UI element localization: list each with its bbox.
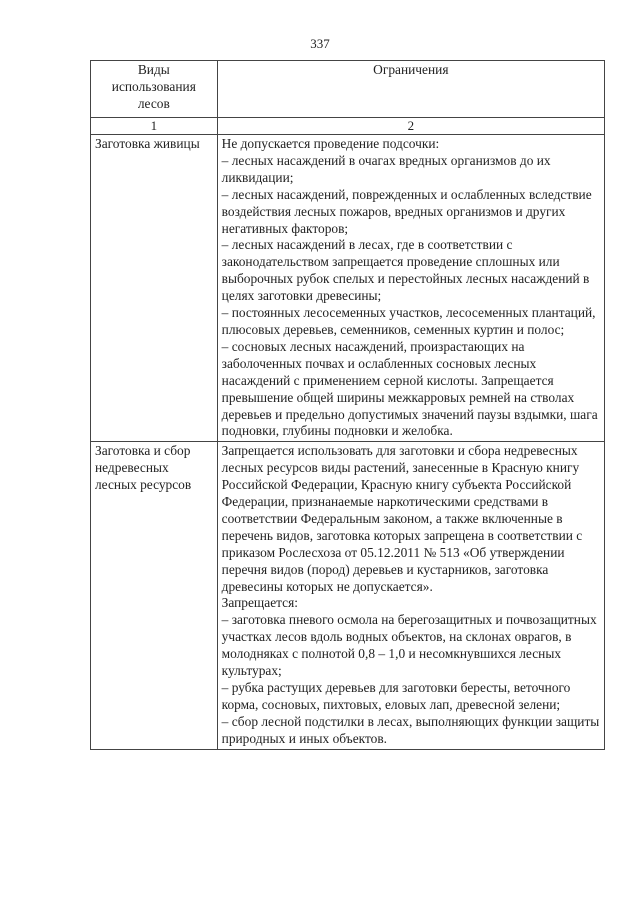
- restrictions-cell: [217, 135, 604, 442]
- restrictions-cell: [217, 442, 604, 749]
- header-usage-types: Виды использования лесов: [91, 61, 218, 118]
- restriction-paragraph: Запрещается:: [221, 595, 298, 611]
- restriction-paragraph: – лесных насаждений в очагах вредных организмов до их ликвидации;: [221, 152, 551, 185]
- page-number: 337: [310, 36, 330, 51]
- restriction-paragraph: – лесных насаждений, поврежденных и ослабленных вследствие воздействия лесных пожаров, вредных организмов и других негативных факторов;: [221, 186, 592, 236]
- restriction-paragraph: – сосновых лесных насаждений, произрастающих на заболоченных почвах и ослабленных сосновых лесных насаждений с применением серной кислоты. Запрещается превышение общей ширины межкарровых ремней на стволах деревьев и предельно допустимых значений паузы вздымки, шага подновки, глубины подновки и желобка.: [221, 338, 598, 439]
- restriction-paragraph: – лесных насаждений в лесах, где в соответствии с законодательством запрещается проведение сплошных или выборочных рубок спелых и перестойных лесных насаждений в целях заготовки древесины;: [221, 237, 590, 304]
- restriction-paragraph: Запрещается использовать для заготовки и сбора недревесных лесных ресурсов виды растений, занесенные в Красную книгу Российской Федерации, Красную книгу субъекта Российской Федерации, признанаемые наркотическими средствами в соответствии Федеральным законом, а также включенные в перечень видов, заготовка которых запрещена в соответствии с приказом Рослесхоза от 05.12.2011 № 513 «Об утверждении перечня видов (пород) деревьев и кустарников, заготовка древесины которых не допускается».: [221, 443, 583, 594]
- header-restrictions: Ограничения: [217, 61, 604, 118]
- column-number: 1: [91, 118, 218, 135]
- restriction-paragraph: Не допускается проведение подсочки:: [221, 136, 440, 151]
- table-header-row: [91, 61, 605, 118]
- usage-type-cell: [91, 442, 218, 749]
- column-number-row: [91, 118, 605, 135]
- restriction-paragraph: – сбор лесной подстилки в лесах, выполняющих функции защиты природных и иных объектов.: [221, 713, 600, 746]
- table-row: [91, 135, 605, 442]
- restriction-paragraph: – рубка растущих деревьев для заготовки бересты, веточного корма, сосновых, пихтовых, еловых лап, древесной зелени;: [221, 680, 571, 712]
- column-number: 2: [217, 118, 604, 135]
- table-row: [91, 442, 605, 749]
- restrictions-table: [90, 60, 605, 750]
- usage-type-label: Заготовка и сбор недревесных лесных ресурсов: [95, 443, 192, 493]
- restriction-paragraph: – постоянных лесосеменных участков, лесосеменных плантаций, плюсовых деревьев, семенников, семенных куртин и полос;: [221, 305, 596, 337]
- restriction-paragraph: – заготовка пневого осмола на берегозащитных и почвозащитных участках лесов вдоль водных объектов, на склонах оврагов, в молодняках с полнотой 0,8 – 1,0 и несомкнувшихся лесных культурах;: [221, 612, 597, 679]
- usage-type-cell: [91, 135, 218, 442]
- usage-type-label: Заготовка живицы: [95, 136, 200, 151]
